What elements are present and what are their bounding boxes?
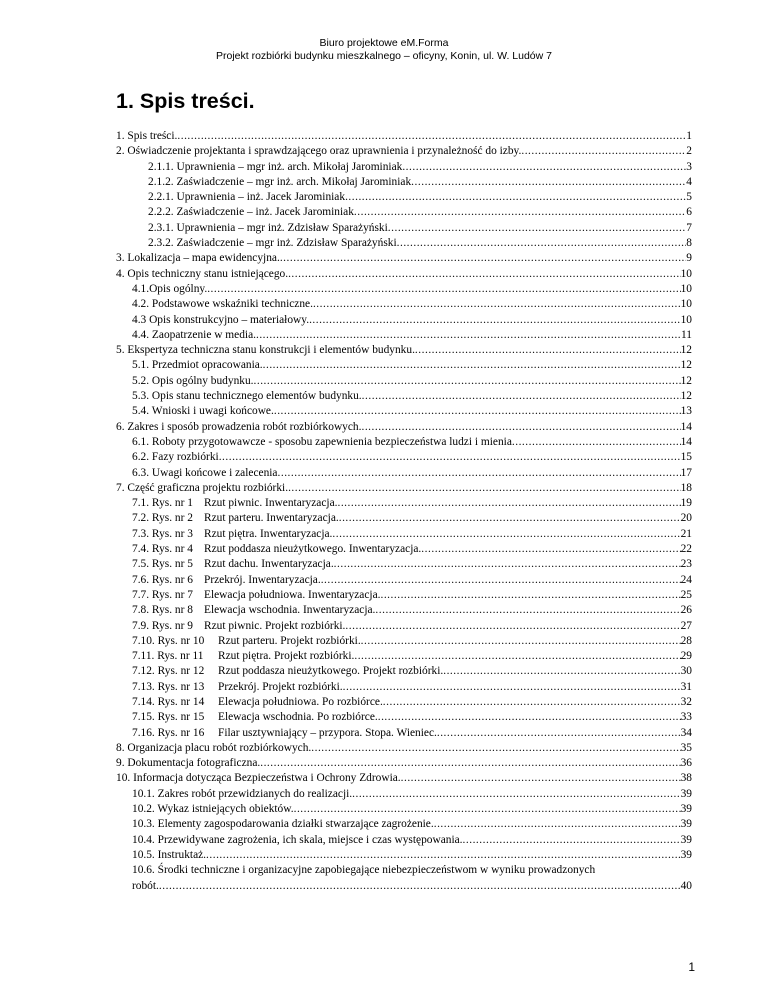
toc-leader: [260, 756, 680, 771]
toc-entry[interactable]: [116, 527, 692, 542]
page-title: 1. Spis treści.: [116, 89, 255, 113]
toc-entry[interactable]: [116, 481, 692, 496]
toc-leader: [309, 313, 681, 328]
page-header: [0, 37, 768, 63]
toc-drawing-number: 7.5. Rys. nr 5: [132, 558, 193, 571]
toc-entry[interactable]: [116, 466, 692, 481]
toc-drawing-number: 7.12. Rys. nr 12: [132, 665, 205, 678]
toc-entry-page: 33: [680, 711, 692, 724]
toc-leader: [378, 710, 681, 725]
toc-entry-title: Rzut parteru. Inwentaryzacja.: [204, 512, 339, 525]
toc-entry-title: 2.1.1. Uprawnienia – mgr inż. arch. Mikołaj Jarominiak: [148, 160, 403, 173]
toc-entry-page: 10: [680, 298, 692, 311]
toc-entry-page: 14: [680, 420, 692, 433]
toc-leader: [311, 741, 680, 756]
toc-leader: [512, 435, 681, 450]
toc-drawing-number: 7.14. Rys. nr 14: [132, 695, 205, 708]
toc-entry-title: 10.2. Wykaz istniejących obiektów.: [132, 803, 294, 816]
toc-entry[interactable]: [116, 297, 692, 312]
toc-entry[interactable]: [116, 205, 692, 220]
toc-entry[interactable]: [116, 802, 692, 817]
toc-entry-page: 40: [680, 879, 692, 892]
toc-entry-page: 24: [680, 573, 692, 586]
toc-entry-title: 5.3. Opis stanu technicznego elementów budynku.: [132, 390, 362, 403]
toc-entry-page: 8: [686, 237, 692, 250]
toc-entry-title: Rzut piwnic. Projekt rozbiórki.: [204, 619, 346, 632]
toc-leader: [339, 511, 681, 526]
toc-entry-page: 30: [680, 665, 692, 678]
toc-entry-title: 6.3. Uwagi końcowe i zalecenia: [132, 466, 278, 479]
toc-entry-title: 5.4. Wnioski i uwagi końcowe.: [132, 405, 274, 418]
toc-entry-page: 4: [686, 175, 692, 188]
toc-entry-title: Rzut piętra. Inwentaryzacja.: [204, 527, 333, 540]
toc-entry-title: 3. Lokalizacja – mapa ewidencyjna.: [116, 252, 280, 265]
toc-entry[interactable]: [116, 511, 692, 526]
toc-entry-title: 10. Informacja dotycząca Bezpieczeństwa i Ochrony Zdrowia.: [116, 772, 401, 785]
toc-drawing-number: 7.11. Rys. nr 11: [132, 650, 204, 663]
toc-entry[interactable]: [116, 573, 692, 588]
toc-drawing-number: 7.10. Rys. nr 10: [132, 634, 205, 647]
toc-entry-page: 39: [680, 833, 692, 846]
toc-entry-page: 27: [680, 619, 692, 632]
toc-entry[interactable]: [116, 771, 692, 786]
toc-entry-title: 6. Zakres i sposób prowadzenia robót rozbiórkowych.: [116, 420, 362, 433]
toc-leader: [415, 343, 681, 358]
toc-leader: [397, 236, 687, 251]
table-of-contents: [116, 129, 692, 894]
toc-leader: [354, 649, 680, 664]
toc-entry-page: 6: [686, 206, 692, 219]
toc-entry-page: 17: [680, 466, 692, 479]
toc-entry-page: 12: [680, 344, 692, 357]
toc-entry-title: 10.3. Elementy zagospodarowania działki stwarzające zagrożenie.: [132, 818, 434, 831]
toc-leader: [177, 129, 686, 144]
toc-leader: [361, 420, 680, 435]
toc-drawing-number: 7.6. Rys. nr 6: [132, 573, 193, 586]
toc-leader: [280, 251, 686, 266]
toc-entry-title: Rzut piwnic. Inwentaryzacja.: [204, 497, 338, 510]
toc-entry-title: 6.2. Fazy rozbiórki: [132, 451, 219, 464]
toc-entry-page: 12: [680, 374, 692, 387]
toc-entry-page: 1: [686, 130, 692, 142]
toc-entry-page: 7: [686, 221, 692, 234]
toc-leader: [380, 588, 680, 603]
toc-entry-page: 36: [680, 757, 692, 770]
toc-entry[interactable]: [116, 726, 692, 741]
toc-entry-page: 34: [680, 726, 692, 739]
toc-entry-title: Rzut dachu. Inwentaryzacja.: [204, 558, 334, 571]
toc-entry-page: 38: [680, 772, 692, 785]
toc-entry-title: 6.1. Roboty przygotowawcze - sposobu zapewnienia bezpieczeństwa ludzi i mienia: [132, 435, 512, 448]
toc-entry-page: 10: [680, 267, 692, 280]
toc-drawing-number: 7.7. Rys. nr 7: [132, 588, 193, 601]
toc-entry[interactable]: [116, 649, 692, 664]
header-project: Projekt rozbiórki budynku mieszkalnego – oficyny, Konin, ul. W. Ludów 7: [216, 50, 552, 62]
toc-entry-title: 8. Organizacja placu robót rozbiórkowych.: [116, 741, 312, 754]
toc-entry-title: 2.2.1. Uprawnienia – inż. Jacek Jarominiak: [148, 191, 346, 204]
toc-leader: [375, 603, 680, 618]
toc-leader: [352, 787, 680, 802]
toc-drawing-number: 7.3. Rys. nr 3: [132, 527, 193, 540]
toc-entry[interactable]: [116, 542, 692, 557]
toc-leader: [288, 267, 681, 282]
toc-entry[interactable]: [116, 129, 692, 144]
toc-entry-title: 4.4. Zaopatrzenie w media.: [132, 328, 256, 341]
toc-leader: [254, 374, 681, 389]
toc-entry-title: 4.2. Podstawowe wskaźniki techniczne.: [132, 298, 313, 311]
toc-entry-page: 12: [680, 359, 692, 372]
toc-entry[interactable]: [116, 175, 692, 190]
toc-leader: [437, 726, 681, 741]
toc-entry-title: Rzut poddasza nieużytkowego. Projekt rozbiórki.: [218, 665, 444, 678]
toc-entry-title: 5. Ekspertyza techniczna stanu konstrukcji i elementów budynku.: [116, 344, 415, 357]
toc-entry-title: 2.3.1. Uprawnienia – mgr inż. Zdzisław Sparażyński: [148, 221, 388, 234]
toc-leader: [345, 190, 686, 205]
toc-entry-title: 9. Dokumentacja fotograficzna.: [116, 757, 261, 770]
toc-entry[interactable]: [116, 741, 692, 756]
toc-entry[interactable]: [116, 634, 692, 649]
toc-entry-page: 39: [680, 803, 692, 816]
toc-leader: [256, 328, 681, 343]
toc-entry[interactable]: [116, 863, 692, 894]
toc-leader: [343, 680, 681, 695]
toc-entry[interactable]: [116, 817, 692, 832]
toc-entry[interactable]: [116, 236, 692, 251]
toc-entry[interactable]: [116, 450, 692, 465]
toc-leader: [206, 848, 681, 863]
toc-entry[interactable]: [116, 435, 692, 450]
toc-leader: [334, 557, 681, 572]
toc-entry-title: 4. Opis techniczny stanu istniejącego.: [116, 267, 289, 280]
toc-entry-title: 5.1. Przedmiot opracowania.: [132, 359, 263, 372]
toc-entry[interactable]: [116, 343, 692, 358]
toc-leader: [443, 664, 680, 679]
toc-entry-title: 4.1.Opis ogólny.: [132, 282, 208, 295]
toc-entry[interactable]: [116, 695, 692, 710]
toc-entry[interactable]: [116, 603, 692, 618]
toc-leader: [421, 542, 680, 557]
toc-leader: [521, 144, 686, 159]
toc-leader: [354, 205, 686, 220]
toc-entry[interactable]: [116, 787, 692, 802]
toc-leader: [263, 358, 681, 373]
toc-drawing-number: 7.13. Rys. nr 13: [132, 680, 205, 693]
toc-entry-page: 5: [686, 191, 692, 204]
toc-entry[interactable]: [116, 710, 692, 725]
toc-leader: [434, 817, 681, 832]
toc-leader: [313, 297, 681, 312]
toc-drawing-number: 7.9. Rys. nr 9: [132, 619, 193, 632]
toc-entry-page: 10: [680, 313, 692, 326]
toc-entry[interactable]: [116, 404, 692, 419]
toc-entry-title-continued: robót.: [132, 879, 159, 892]
toc-entry-title: Filar usztywniający – przypora. Stopa. Wieniec.: [218, 726, 437, 739]
toc-entry[interactable]: [116, 328, 692, 343]
toc-leader: [361, 634, 681, 649]
toc-entry-title: Elewacja wschodnia. Po rozbiórce.: [218, 711, 378, 724]
toc-entry-title: 1. Spis treści.: [116, 130, 178, 142]
toc-entry-page: 39: [680, 787, 692, 800]
toc-entry[interactable]: [116, 848, 692, 863]
toc-entry-page: 9: [686, 252, 692, 265]
toc-entry-title: Przekrój. Projekt rozbiórki.: [218, 680, 343, 693]
toc-entry-title: 10.6. Środki techniczne i organizacyjne zapobiegające niebezpieczeństwom w wyniku prowadzonych: [132, 864, 596, 877]
toc-entry-title: Elewacja południowa. Inwentaryzacja.: [204, 588, 381, 601]
toc-leader: [401, 771, 681, 786]
toc-entry-page: 11: [681, 328, 692, 341]
toc-drawing-number: 7.8. Rys. nr 8: [132, 604, 193, 617]
toc-leader: [278, 466, 681, 481]
toc-entry-page: 20: [680, 512, 692, 525]
toc-entry[interactable]: [116, 190, 692, 205]
toc-entry-title: Rzut piętra. Projekt rozbiórki.: [218, 650, 355, 663]
toc-entry-page: 39: [680, 848, 692, 861]
toc-entry[interactable]: [116, 144, 692, 159]
toc-entry-page: 39: [680, 818, 692, 831]
toc-leader: [388, 221, 687, 236]
toc-entry[interactable]: [116, 389, 692, 404]
toc-entry[interactable]: [116, 267, 692, 282]
toc-drawing-number: 7.15. Rys. nr 15: [132, 711, 205, 724]
toc-entry-page: 31: [680, 680, 692, 693]
toc-entry-page: 2: [686, 145, 692, 158]
toc-entry-page: 10: [680, 282, 692, 295]
toc-entry[interactable]: [116, 358, 692, 373]
toc-entry-page: 32: [680, 695, 692, 708]
toc-leader: [207, 282, 680, 297]
toc-entry-title: Elewacja południowa. Po rozbiórce.: [218, 695, 383, 708]
toc-leader: [159, 879, 681, 894]
toc-entry-title: 10.5. Instruktaż.: [132, 848, 207, 861]
toc-entry[interactable]: [116, 160, 692, 175]
toc-drawing-number: 7.4. Rys. nr 4: [132, 543, 193, 556]
toc-entry-title: 10.4. Przewidywane zagrożenia, ich skala, miejsce i czas występowania.: [132, 833, 463, 846]
toc-entry-title: Rzut parteru. Projekt rozbiórki.: [218, 634, 361, 647]
toc-entry-page: 3: [686, 160, 692, 173]
toc-entry[interactable]: [116, 221, 692, 236]
toc-entry[interactable]: [116, 557, 692, 572]
toc-entry[interactable]: [116, 664, 692, 679]
toc-entry-page: 26: [680, 604, 692, 617]
toc-leader: [345, 619, 680, 634]
toc-entry-page: 12: [680, 390, 692, 403]
toc-entry-page: 14: [680, 435, 692, 448]
toc-entry-page: 21: [680, 527, 692, 540]
toc-entry-title: 2.3.2. Zaświadczenie – mgr inż. Zdzisław Sparażyński: [148, 237, 397, 250]
toc-entry-page: 23: [680, 558, 692, 571]
toc-leader: [294, 802, 681, 817]
toc-leader: [288, 481, 681, 496]
toc-entry-page: 18: [680, 481, 692, 494]
toc-entry-page: 29: [680, 650, 692, 663]
toc-entry-title: 4.3 Opis konstrukcyjno – materiałowy.: [132, 313, 310, 326]
toc-leader: [337, 496, 680, 511]
toc-entry[interactable]: [116, 619, 692, 634]
toc-entry-title: Przekrój. Inwentaryzacja.: [204, 573, 321, 586]
toc-leader: [321, 573, 681, 588]
toc-entry-title: Rzut poddasza nieużytkowego. Inwentaryzacja.: [204, 543, 422, 556]
toc-entry[interactable]: [116, 833, 692, 848]
toc-entry-page: 19: [680, 497, 692, 510]
toc-entry-page: 13: [680, 405, 692, 418]
toc-entry[interactable]: [116, 282, 692, 297]
toc-entry-title: Elewacja wschodnia. Inwentaryzacja.: [204, 604, 376, 617]
toc-leader: [411, 175, 686, 190]
toc-drawing-number: 7.1. Rys. nr 1: [132, 497, 193, 510]
header-company: Biuro projektowe eM.Forma: [319, 37, 449, 49]
page-number: 1: [688, 960, 695, 974]
toc-drawing-number: 7.16. Rys. nr 16: [132, 726, 205, 739]
toc-leader: [274, 404, 681, 419]
toc-drawing-number: 7.2. Rys. nr 2: [132, 512, 193, 525]
toc-entry-title: 2.2.2. Zaświadczenie – inż. Jacek Jarominiak: [148, 206, 354, 219]
toc-entry-page: 35: [680, 741, 692, 754]
toc-entry[interactable]: [116, 496, 692, 511]
toc-leader: [463, 833, 681, 848]
toc-entry-title: 7. Część graficzna projektu rozbiórki.: [116, 481, 289, 494]
toc-entry-page: 15: [680, 451, 692, 464]
toc-entry-page: 22: [680, 543, 692, 556]
toc-entry[interactable]: [116, 374, 692, 389]
toc-leader: [362, 389, 681, 404]
toc-leader: [219, 450, 681, 465]
toc-entry-page: 25: [680, 588, 692, 601]
toc-entry[interactable]: [116, 756, 692, 771]
toc-entry-title: 2.1.2. Zaświadczenie – mgr inż. arch. Mikołaj Jarominiak: [148, 175, 412, 188]
toc-entry[interactable]: [116, 420, 692, 435]
toc-entry[interactable]: [116, 588, 692, 603]
toc-leader: [383, 695, 681, 710]
toc-entry-title: 10.1. Zakres robót przewidzianych do realizacji.: [132, 787, 353, 800]
toc-entry-page: 28: [680, 634, 692, 647]
toc-entry[interactable]: [116, 313, 692, 328]
toc-leader: [332, 527, 680, 542]
toc-entry[interactable]: [116, 251, 692, 266]
toc-entry-title: 5.2. Opis ogólny budynku.: [132, 374, 254, 387]
toc-entry-title: 2. Oświadczenie projektanta i sprawdzającego oraz uprawnienia i przynależność do izby.: [116, 145, 522, 158]
toc-leader: [402, 160, 686, 175]
toc-entry[interactable]: [116, 680, 692, 695]
